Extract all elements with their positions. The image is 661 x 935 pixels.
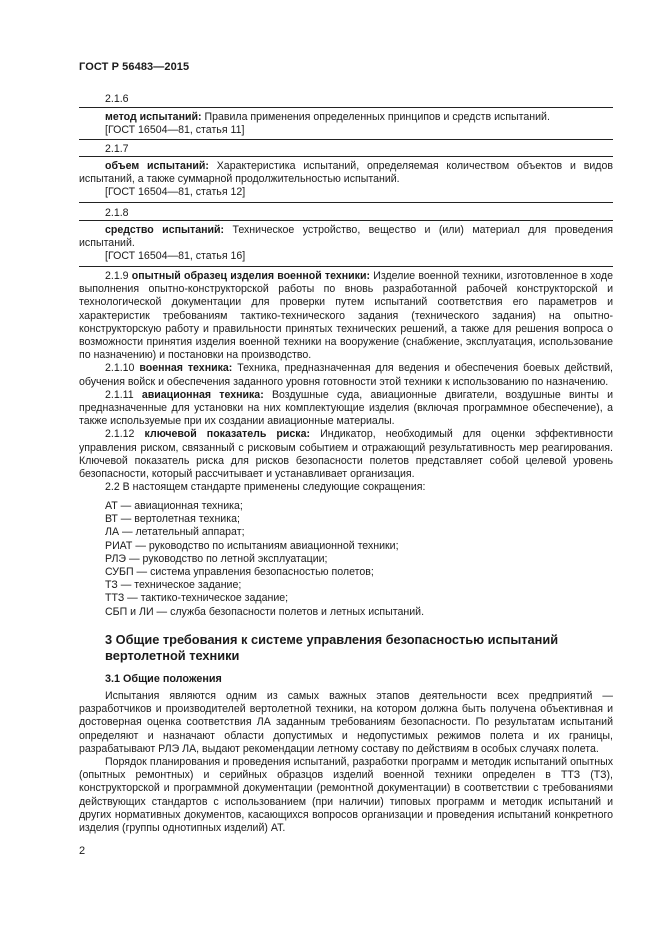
abbreviations-list [105,500,424,619]
term-text: Правила применения определенных принципов и средств испытаний. [201,111,550,123]
term-box-2-1-6 [79,107,613,140]
list-item: ВТ — вертолетная техника; [105,513,240,526]
list-item: АТ — авиационная техника; [105,500,243,512]
term-reference: [ГОСТ 16504—81, статья 12] [105,186,246,199]
term-text: Характеристика испытаний, определяемая количеством объектов и видов испытаний, а также суммарной продолжительностью испытаний. [79,160,613,186]
term-name: объем испытаний: [105,160,209,172]
term-number: 2.1.8 [105,207,129,219]
paragraph: Порядок планирования и проведения испытаний, разработки программ и методик испытаний опытных (опытных ремонтных) и серийных образцов изделий военной техники определен в ТТЗ (ТЗ), конструкторской и программной документации (ремонтной документации) в соответствии с требованиями действующих стандартов с использованием (при наличии) типовых программ и методик испытаний и других нормативных документов, касающихся вопросов организации и проведения испытаний конкретного изделия (группы однотипных изделий) АТ. [79,756,613,835]
term-name: опытный образец изделия военной техники: [131,270,371,282]
term-box-2-1-8 [79,220,613,267]
list-item: РИАТ — руководство по испытаниям авиационной техники; [105,539,399,552]
standard-header: ГОСТ Р 56483—2015 [79,61,190,73]
definition-2-1-12: 2.1.12 ключевой показатель риска: Индикатор, необходимый для оценки эффективности управления риском, связанный с рисковым событием и отражающий результативность мер реагирования. Ключевой показатель риска для рисков безопасности полетов представляет собой целевой уровень безопасности, который рассчитывает и устанавливает организация. [79,428,613,481]
definition-2-1-9: 2.1.9 опытный образец изделия военной техники: Изделие военной техники, изготовленное в ходе выполнения опытно-конструкторской работы по вновь разработанной рабочей конструкторской и технологической документации для проверки путем испытаний соответствия его параметров и характеристик требованиям тактико-технического задания (технического задания) на опытно-конструкторскую работу и правильности принятых технических решений, а также для решения вопроса о возможности принятия изделия военной техники на вооружение (снабжение, эксплуатация, использование по назначению) и постановки на производство. [79,270,613,362]
list-item: ТТЗ — тактико-техническое задание; [105,592,289,605]
term-name: военная техника: [139,362,233,375]
term-definition [79,224,613,250]
term-reference: [ГОСТ 16504—81, статья 16] [105,250,246,263]
paragraph: Испытания являются одним из самых важных этапов деятельности всех предприятий — разработчиков и производителей вертолетной техники, на котором должна быть получена объективная и достоверная оценка соответствия ЛА заданным требованиям безопасности. По результатам испытаний определяют и назначают области допустимых и недопустимых режимов полета и их границы, разрабатывают РЛЭ ЛА, выдают рекомендации летному составу по действиям в особых случаях полета. [79,690,613,755]
term-number: 2.1.6 [105,93,129,105]
list-item: СУБП — система управления безопасностью полетов; [105,565,374,578]
list-item: ТЗ — техническое задание; [105,579,242,592]
list-item: РЛЭ — руководство по летной эксплуатации; [105,552,328,565]
term-name: авиационная техника: [141,388,264,401]
section-body [79,690,613,835]
list-item: ЛА — летательный аппарат; [105,526,245,539]
subsection-heading: 3.1 Общие положения [105,673,222,685]
term-name: ключевой показатель риска: [144,428,311,441]
page-number: 2 [79,845,86,857]
term-reference: [ГОСТ 16504—81, статья 11] [105,124,245,137]
term-box-2-1-7 [79,156,613,203]
definition-2-1-11: 2.1.11 авиационная техника: Воздушные суда, авиационные двигатели, воздушные винты и предназначенные для установки на них комплектующие изделия (включая программное обеспечение), а также используемые при их создании авиационные материалы. [79,388,613,428]
list-item: СБП и ЛИ — служба безопасности полетов и летных испытаний. [105,605,425,618]
term-name: метод испытаний: [105,111,202,123]
term-name: средство испытаний: [105,224,225,236]
section-heading: 3 Общие требования к системе управления безопасностью испытаний вертолетной техники [105,632,559,663]
term-definition [79,111,613,124]
term-text: Техническое устройство, вещество и (или) материал для проведения испытаний. [79,224,613,250]
definitions-block [79,270,613,494]
term-definition [79,160,613,186]
definition-2-1-10: 2.1.10 военная техника: Техника, предназначенная для ведения и обеспечения боевых действий, обучения войск и обеспечения заданного уровня готовности этой техники к использованию по назначению. [79,362,613,388]
abbreviations-intro: 2.2 В настоящем стандарте применены следующие сокращения: [105,481,426,494]
term-number: 2.1.7 [105,143,129,155]
